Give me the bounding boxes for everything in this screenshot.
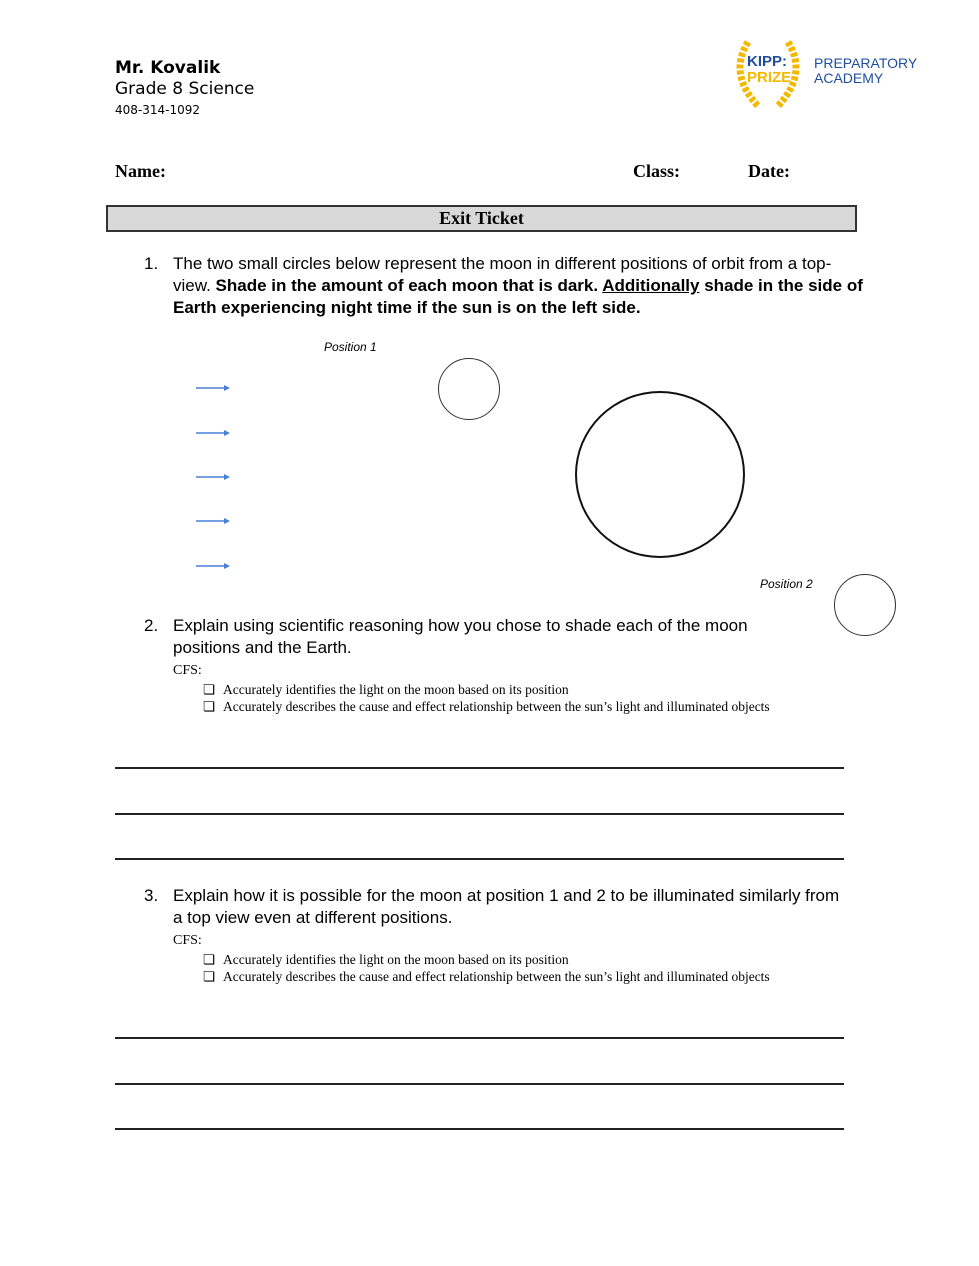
- logo-prize: PRIZE: [747, 69, 792, 86]
- answer-line[interactable]: [115, 767, 844, 769]
- logo-kipp: KIPP:: [747, 53, 788, 70]
- answer-line[interactable]: [115, 813, 844, 815]
- question-3: [144, 885, 844, 929]
- answer-line[interactable]: [115, 1128, 844, 1130]
- question-2: [144, 615, 784, 659]
- answer-line[interactable]: [115, 858, 844, 860]
- earth-circle[interactable]: [575, 391, 745, 558]
- phone-number: 408-314-1092: [115, 103, 201, 117]
- sunlight-arrow-icon: [196, 561, 230, 571]
- logo-academy: ACADEMY: [814, 70, 884, 86]
- logo-preparatory: PREPARATORY: [814, 55, 918, 71]
- sunlight-arrow-icon: [196, 428, 230, 438]
- answer-line[interactable]: [115, 1037, 844, 1039]
- page-title: Exit Ticket: [106, 205, 857, 232]
- criterion-text: Accurately identifies the light on the moon based on its position: [223, 952, 569, 967]
- sunlight-arrow-icon: [196, 472, 230, 482]
- criterion-item: [203, 969, 770, 985]
- moon-position-1[interactable]: [438, 358, 500, 420]
- name-label: Name:: [115, 161, 166, 181]
- question-number: 3.: [144, 886, 159, 905]
- q1-bold-end: shade in the side of Earth experiencing night time if the sun is on the left side.: [173, 276, 863, 317]
- cfs-label: CFS:: [173, 933, 202, 948]
- position-1-label: Position 1: [324, 340, 377, 354]
- teacher-name: Mr. Kovalik: [115, 58, 221, 78]
- q1-underline: Additionally: [602, 276, 700, 295]
- criterion-item: [203, 682, 569, 698]
- criterion-text: Accurately identifies the light on the moon based on its position: [223, 682, 569, 697]
- question-number: 1.: [144, 254, 159, 273]
- checkbox-icon[interactable]: ❏: [203, 969, 216, 984]
- school-logo: [728, 34, 918, 110]
- cfs-label: CFS:: [173, 663, 202, 678]
- date-label: Date:: [748, 161, 790, 181]
- moon-position-2[interactable]: [834, 574, 896, 636]
- teacher-info: [115, 58, 254, 121]
- question-1: [144, 253, 864, 319]
- sunlight-arrow-icon: [196, 383, 230, 393]
- question-number: 2.: [144, 616, 159, 635]
- answer-line[interactable]: [115, 1083, 844, 1085]
- criterion-item: [203, 952, 569, 968]
- sunlight-arrow-icon: [196, 516, 230, 526]
- checkbox-icon[interactable]: ❏: [203, 682, 216, 697]
- checkbox-icon[interactable]: ❏: [203, 952, 216, 967]
- position-2-label: Position 2: [760, 577, 813, 591]
- q3-text: Explain how it is possible for the moon at position 1 and 2 to be illuminated similarly from a top view even at different positions.: [173, 886, 840, 927]
- criterion-text: Accurately describes the cause and effect relationship between the sun’s light and illuminated objects: [223, 699, 770, 714]
- checkbox-icon[interactable]: ❏: [203, 699, 216, 714]
- q1-bold: Shade in the amount of each moon that is dark.: [215, 276, 603, 295]
- q1-text: The two small circles below represent the moon in different positions of orbit from a top-view.: [173, 254, 832, 295]
- criterion-item: [203, 699, 770, 715]
- criterion-text: Accurately describes the cause and effect relationship between the sun’s light and illuminated objects: [223, 969, 770, 984]
- course-name: Grade 8 Science: [115, 79, 255, 99]
- q2-text: Explain using scientific reasoning how you chose to shade each of the moon positions and the Earth.: [173, 616, 748, 657]
- class-label: Class:: [633, 161, 681, 181]
